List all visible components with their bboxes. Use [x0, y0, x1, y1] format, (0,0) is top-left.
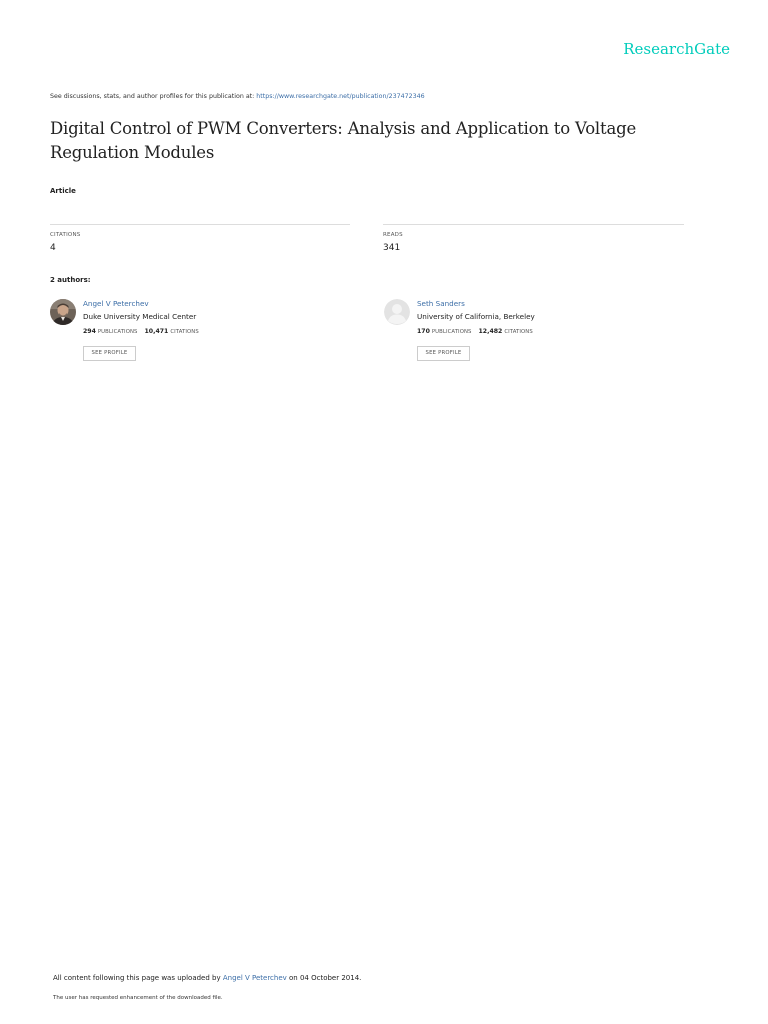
upload-prefix: All content following this page was uploaded by [53, 974, 223, 982]
reads-divider [383, 224, 684, 225]
author-name-link[interactable]: Seth Sanders [417, 299, 465, 308]
publication-url-link[interactable]: https://www.researchgate.net/publication/237472346 [256, 93, 425, 100]
publications-label: PUBLICATIONS [97, 329, 138, 335]
author-citations-label: CITATIONS [170, 329, 199, 335]
reads-label: READS [383, 232, 403, 238]
see-profile-button[interactable]: SEE PROFILE [83, 346, 136, 361]
author-institution: University of California, Berkeley [417, 312, 535, 321]
author-stats [417, 328, 533, 335]
publications-count: 170 [417, 328, 430, 335]
author-card [384, 299, 684, 369]
upload-date: on 04 October 2014. [286, 974, 362, 982]
reads-count: 341 [383, 243, 401, 253]
author-name-link[interactable]: Angel V Peterchev [83, 299, 149, 308]
publication-type: Article [50, 187, 76, 195]
enhancement-note: The user has requested enhancement of the downloaded file. [53, 995, 223, 1001]
avatar[interactable] [50, 299, 76, 325]
authors-heading: 2 authors: [50, 276, 91, 284]
citations-count: 4 [50, 243, 56, 253]
citations-label: CITATIONS [50, 232, 81, 238]
author-card [50, 299, 350, 369]
upload-notice [53, 974, 361, 982]
researchgate-logo[interactable]: ResearchGate [623, 40, 730, 58]
discussion-line [50, 93, 730, 100]
author-photo-icon [50, 299, 76, 325]
discussion-prefix: See discussions, stats, and author profiles for this publication at: [50, 93, 257, 100]
citations-divider [50, 224, 350, 225]
see-profile-button[interactable]: SEE PROFILE [417, 346, 470, 361]
publications-count: 294 [83, 328, 96, 335]
author-stats [83, 328, 199, 335]
author-citations-count: 12,482 [478, 328, 503, 335]
uploader-link[interactable]: Angel V Peterchev [222, 974, 287, 982]
author-citations-label: CITATIONS [504, 329, 533, 335]
publication-title: Digital Control of PWM Converters: Analysis and Application to Voltage Regulation Modules [50, 119, 637, 162]
author-citations-count: 10,471 [144, 328, 169, 335]
author-institution: Duke University Medical Center [83, 312, 197, 321]
avatar[interactable] [384, 299, 410, 325]
publications-label: PUBLICATIONS [431, 329, 472, 335]
default-avatar-icon [384, 299, 410, 325]
